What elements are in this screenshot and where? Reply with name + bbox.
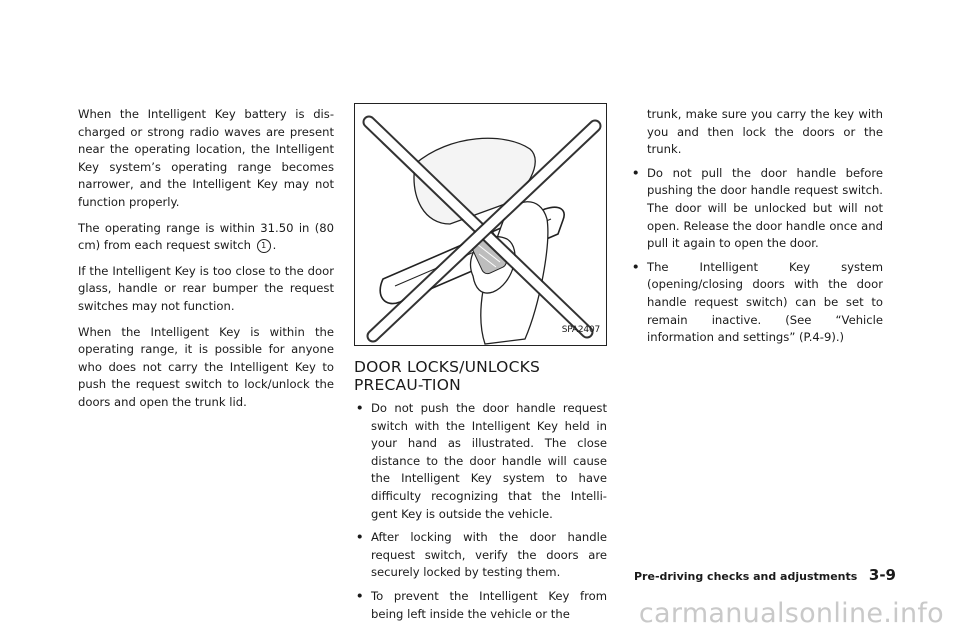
paragraph-battery: When the Intelligent Key battery is dis-charged or strong radio waves are present near the operating location, the Intelligent Key system’s operating range becomes narrower, and the Intelligent Key may not function properly.	[78, 107, 334, 209]
paragraph-range	[78, 220, 334, 255]
door-handle-drawing	[355, 104, 606, 345]
middle-column	[354, 103, 607, 629]
page-footer	[634, 565, 896, 584]
list-item-text: The Intelligent Key system (opening/closing doors with the door handle request switch) can be set to remain inactive. (See “Vehicle information and settings” (P.4-9).)	[647, 259, 883, 345]
range-text-end: .	[272, 238, 277, 253]
precaution-list	[354, 400, 607, 623]
paragraph-too-close: If the Intelligent Key is too close to the door glass, handle or rear bumper the request switches may not function.	[78, 263, 334, 313]
list-item-text: Do not pull the door handle before pushing the door handle request switch. The door will be unlocked but will not open. Release the door handle once and pull it again to open the door.	[647, 165, 883, 251]
right-column	[630, 106, 883, 353]
list-item-text: To prevent the Intelligent Key from being left inside the vehicle or the	[371, 588, 607, 621]
bullet-icon: •	[356, 401, 364, 415]
section-heading: DOOR LOCKS/UNLOCKS PRECAU-TION	[354, 358, 541, 394]
list-item-text: After locking with the door handle request switch, verify the doors are securely locked by testing them.	[371, 530, 607, 580]
footer-section-title: Pre-driving checks and adjustments	[634, 570, 858, 583]
bullet-icon: •	[356, 588, 364, 603]
bullet-icon: •	[632, 259, 640, 274]
paragraph-anyone: When the Intelligent Key is within the operating range, it is possible for anyone who does not carry the Intelligent Key to push the request switch to lock/unlock the doors and open the trunk lid.	[78, 324, 334, 409]
list-item	[630, 259, 883, 347]
list-item	[354, 588, 607, 623]
figure-label: SPA2407	[561, 325, 600, 336]
marker-circle: 1	[257, 239, 271, 253]
watermark-logo: carmanualsonline.info	[638, 598, 944, 629]
page-number: 3-9	[868, 566, 896, 584]
list-item	[630, 165, 883, 253]
list-item-text: Do not push the door handle request switch with the Intelligent Key held in your hand as illustrated. The close distance to the door handle will cause the Intelligent Key system to have difficulty recognizing that the Intelli-gent Key is outside the vehicle.	[371, 401, 607, 521]
list-item	[354, 529, 607, 582]
bullet-icon: •	[632, 165, 640, 180]
illustration-door-handle	[354, 103, 607, 346]
precaution-list-continued	[630, 106, 883, 347]
list-item	[354, 400, 607, 523]
range-text: The operating range is within 31.50 in (80 cm) from each request switch	[78, 220, 334, 253]
list-item-continuation	[630, 106, 883, 159]
continuation-text: trunk, make sure you carry the key with you and then lock the doors or the trunk.	[647, 107, 883, 157]
bullet-icon: •	[356, 530, 364, 545]
left-column	[78, 106, 334, 420]
